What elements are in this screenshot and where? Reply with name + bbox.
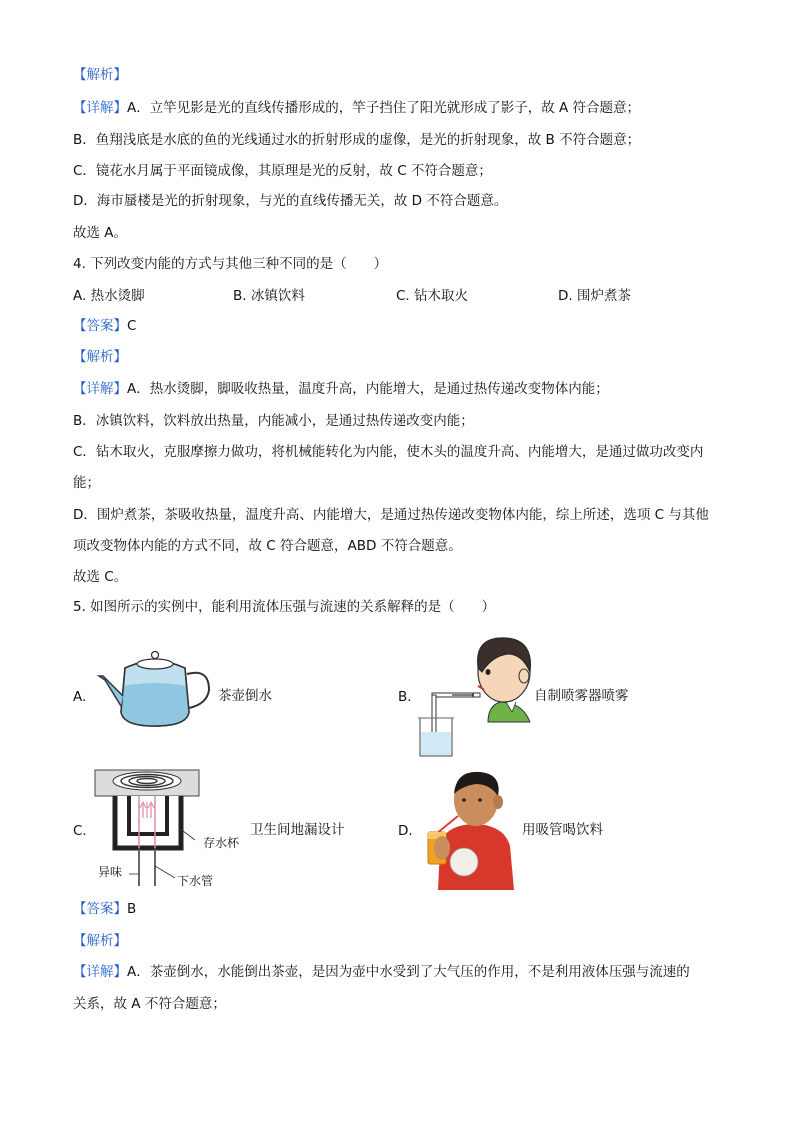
detail-line-a: 【详解】A．立竿见影是光的直线传播形成的，竿子挡住了阳光就形成了影子，故 A 符合题意； bbox=[73, 100, 641, 116]
detail-tag: 【详解】 bbox=[73, 100, 127, 116]
straw-drink-figure bbox=[426, 770, 518, 890]
q5-option-d-caption: 用吸管喝饮料 bbox=[522, 822, 603, 838]
q4-answer: C bbox=[127, 318, 137, 334]
detail-tag: 【详解】 bbox=[73, 964, 127, 980]
drain-label-cup: 存水杯 bbox=[203, 836, 240, 850]
q4-detail-c2: 能； bbox=[73, 475, 100, 491]
answer-tag: 【答案】 bbox=[73, 901, 127, 917]
q5-option-c-caption: 卫生间地漏设计 bbox=[250, 822, 345, 838]
choice-line: 故选 A。 bbox=[73, 225, 128, 241]
q5-option-d-letter: D. bbox=[398, 823, 413, 839]
q5-option-a-caption: 茶壶倒水 bbox=[218, 688, 272, 704]
q5-option-b-letter: B. bbox=[398, 689, 412, 705]
detail-line-b: B．鱼翔浅底是水底的鱼的光线通过水的折射形成的虚像，是光的折射现象，故 B 不符合题意； bbox=[73, 132, 641, 148]
q5-answer-line bbox=[73, 900, 136, 918]
answer-tag: 【答案】 bbox=[73, 318, 127, 334]
q4-answer-line bbox=[73, 317, 136, 335]
q4-detail-b: B．冰镇饮料，饮料放出热量，内能减小，是通过热传递改变内能； bbox=[73, 413, 474, 429]
q4-detail-d2: 项改变物体内能的方式不同，故 C 符合题意，ABD 不符合题意。 bbox=[73, 538, 462, 554]
detail-line-d: D．海市蜃楼是光的折射现象，与光的直线传播无关，故 D 不符合题意。 bbox=[73, 193, 508, 209]
q4-option-c: C. 钻木取火 bbox=[396, 288, 469, 304]
q4-option-b: B. 冰镇饮料 bbox=[233, 288, 305, 304]
teapot-figure bbox=[95, 646, 215, 730]
q5-detail-a2: 关系，故 A 不符合题意； bbox=[73, 996, 226, 1012]
drain-label-pipe: 下水管 bbox=[177, 874, 214, 888]
q5-option-b-caption: 自制喷雾器喷雾 bbox=[534, 688, 629, 704]
drain-label-smell: 异味 bbox=[98, 865, 123, 879]
q4-option-d: D. 围炉煮茶 bbox=[558, 288, 631, 304]
sprayer-figure bbox=[412, 632, 532, 760]
q4-detail-c1: C．钻木取火，克服摩擦力做功，将机械能转化为内能，使木头的温度升高、内能增大，是通过做功改变内 bbox=[73, 444, 704, 460]
q5-option-c-letter: C. bbox=[73, 823, 87, 839]
detail-line-c: C．镜花水月属于平面镜成像，其原理是光的反射，故 C 不符合题意； bbox=[73, 163, 492, 179]
analysis-heading: 【解析】 bbox=[73, 67, 127, 83]
detail-tag: 【详解】 bbox=[73, 381, 127, 397]
q5-option-a-letter: A. bbox=[73, 689, 87, 705]
q4-analysis-heading: 【解析】 bbox=[73, 349, 127, 365]
q4-choice: 故选 C。 bbox=[73, 569, 128, 585]
q5-stem: 5. 如图所示的实例中，能利用流体压强与流速的关系解释的是（ ） bbox=[73, 599, 496, 615]
q4-detail-d1: D．围炉煮茶，茶吸收热量，温度升高、内能增大，是通过热传递改变物体内能，综上所述，选项 C 与其他 bbox=[73, 507, 709, 523]
q5-answer: B bbox=[127, 901, 137, 917]
q5-analysis-heading: 【解析】 bbox=[73, 933, 127, 949]
q4-detail-a: 【详解】A．热水烫脚，脚吸收热量，温度升高，内能增大，是通过热传递改变物体内能； bbox=[73, 381, 609, 397]
q5-detail-a1: 【详解】A．茶壶倒水，水能倒出茶壶，是因为壶中水受到了大气压的作用，不是利用液体压强与流速的 bbox=[73, 964, 690, 980]
q4-stem: 4. 下列改变内能的方式与其他三种不同的是（ ） bbox=[73, 256, 388, 272]
q4-option-a: A. 热水烫脚 bbox=[73, 288, 145, 304]
